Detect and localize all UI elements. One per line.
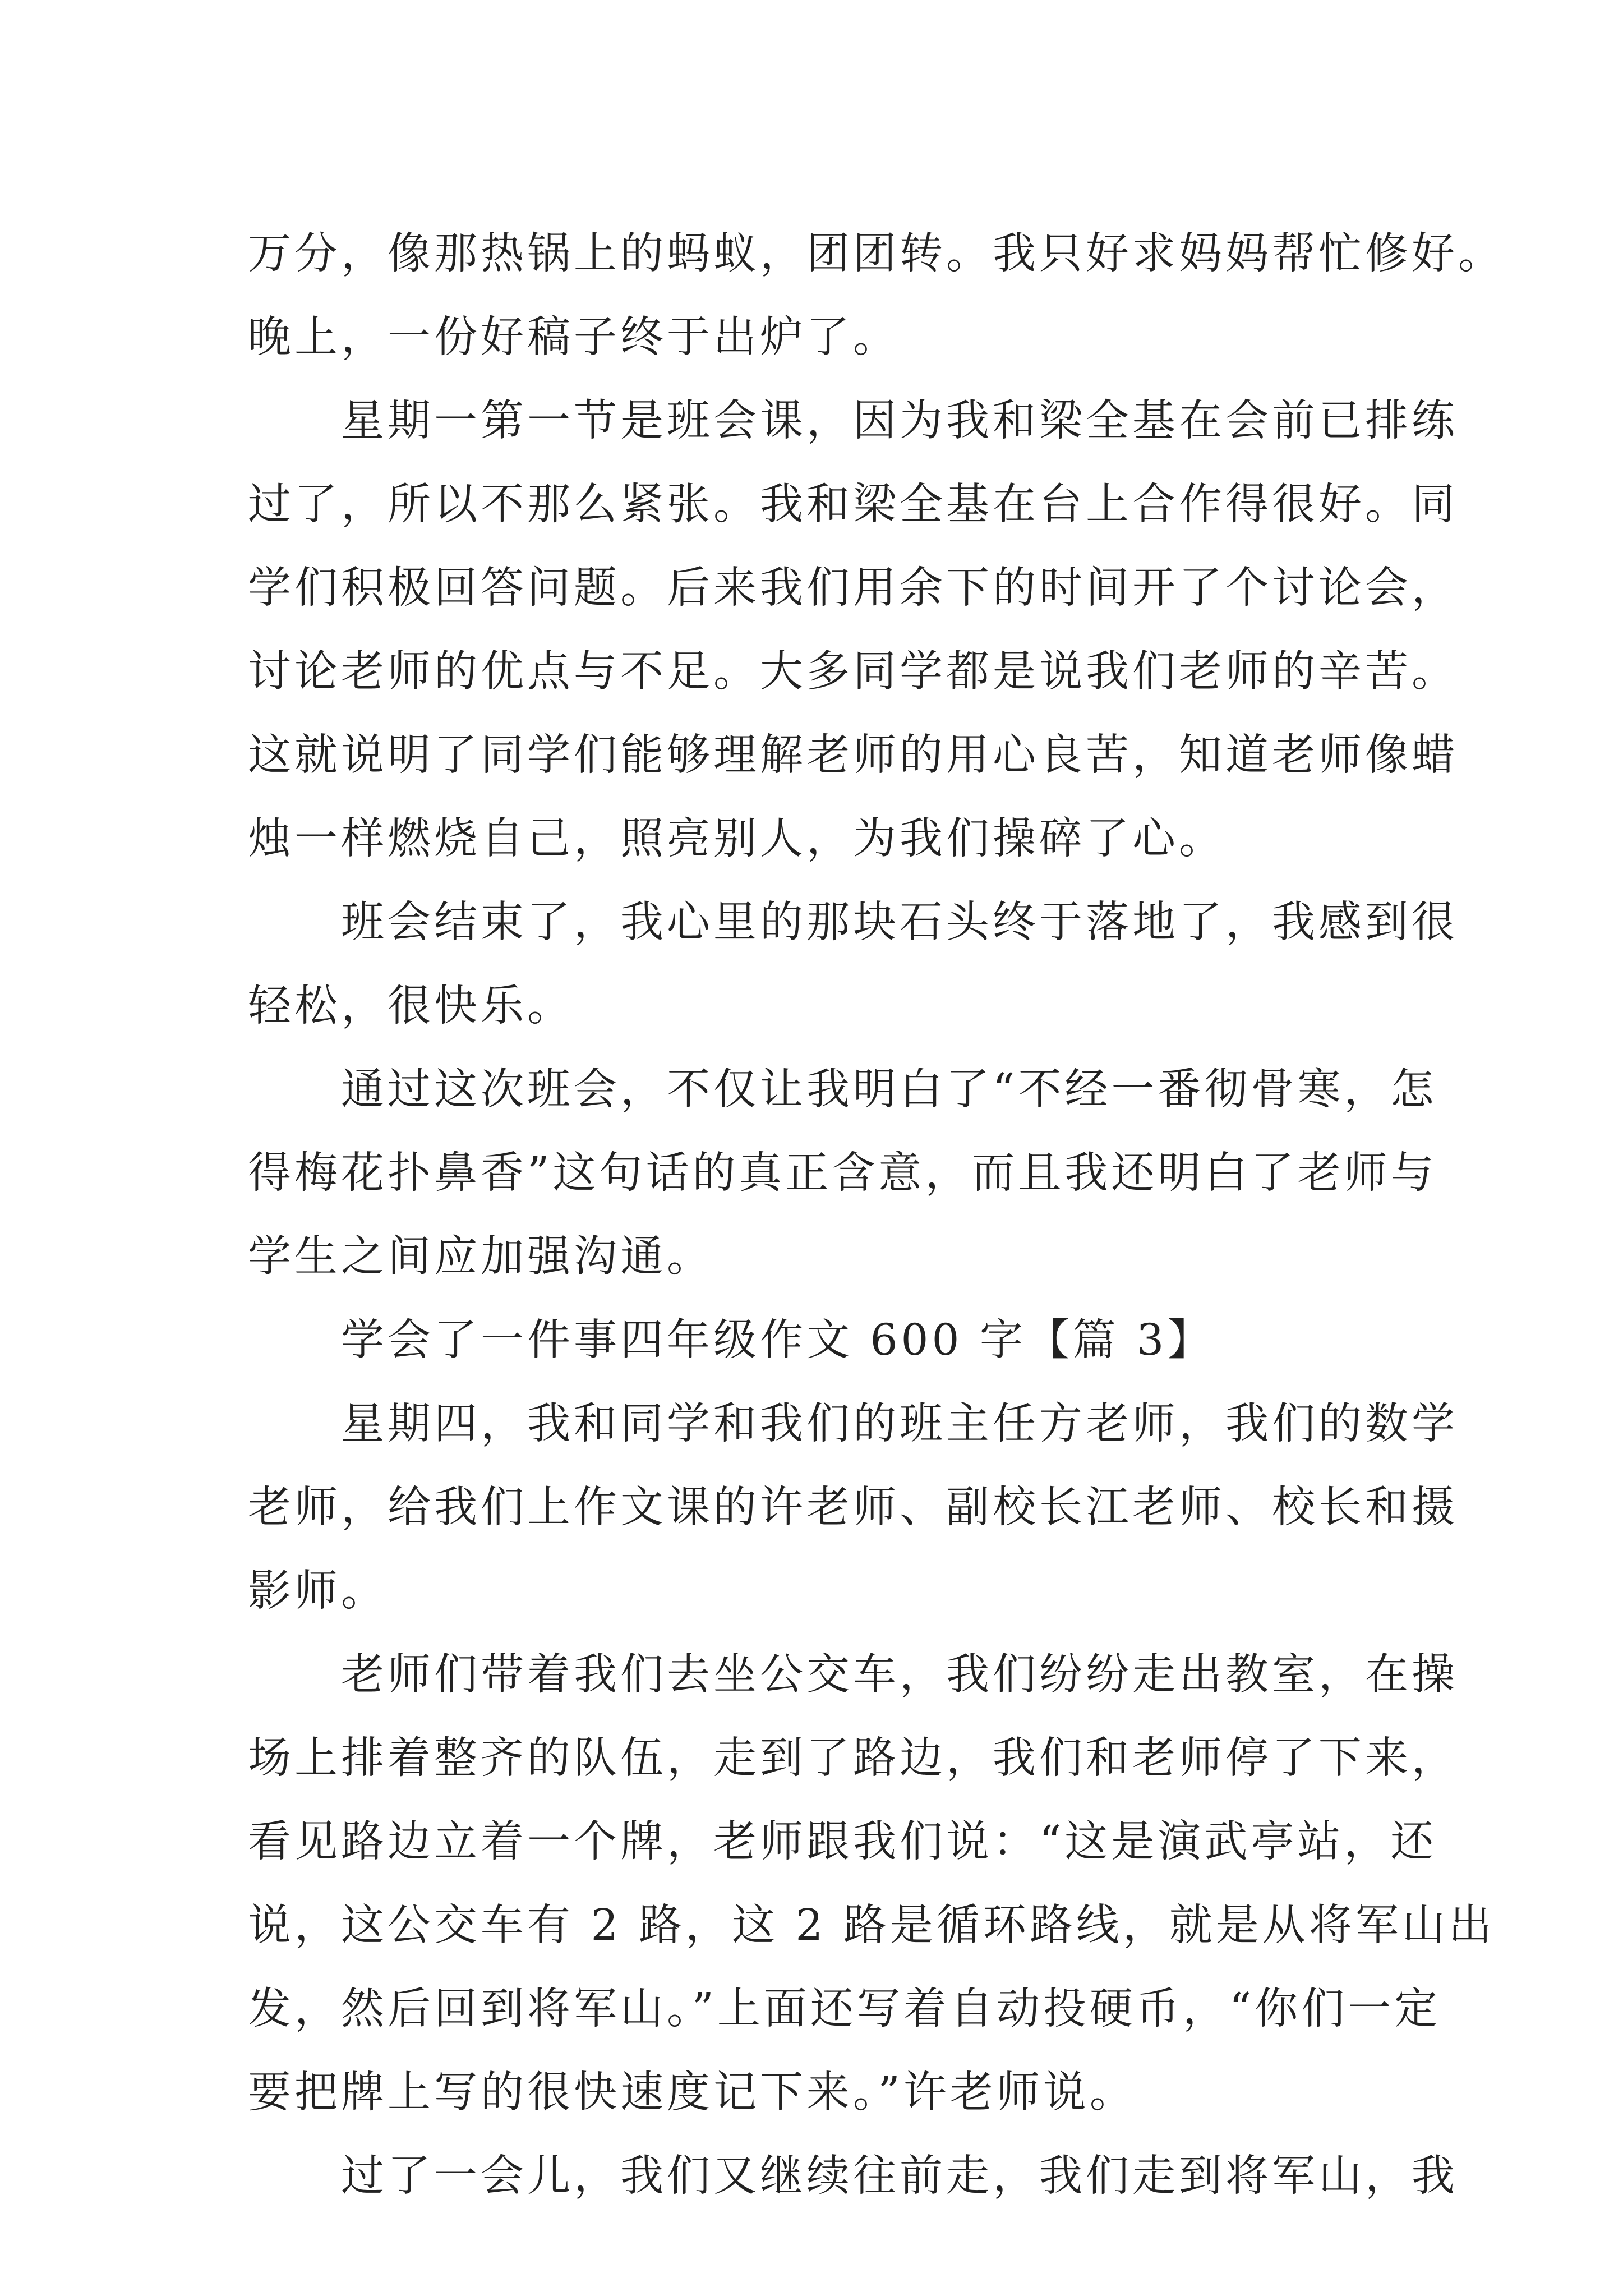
text-line: 班会结束了，我心里的那块石头终于落地了，我感到很 <box>341 898 1458 947</box>
paragraph-3 <box>248 881 1458 1048</box>
text-line: 看见路边立着一个牌，老师跟我们说：“这是演武亭站，还 <box>248 1817 1437 1867</box>
text-line: 轻松，很快乐。 <box>248 981 574 1031</box>
paragraph-4 <box>248 1048 1437 1299</box>
paragraph-6 <box>248 1382 1458 1633</box>
text-line: 过了一会儿，我们又继续往前走，我们走到将军山，我 <box>341 2151 1458 2201</box>
section-heading <box>248 1299 1392 1382</box>
text-line: 晚上，一份好稿子终于出炉了。 <box>248 312 900 362</box>
text-line: 万分，像那热锅上的蚂蚁，团团转。我只好求妈妈帮忙修好。 <box>248 229 1505 279</box>
text-line: 要把牌上写的很快速度记下来。”许老师说。 <box>248 2068 1136 2118</box>
text-line: 说，这公交车有 2 路，这 2 路是循环路线，就是从将军山出 <box>248 1901 1495 1950</box>
text-line: 老师们带着我们去坐公交车，我们纷纷走出教室，在操 <box>341 1650 1458 1700</box>
text-line: 烛一样燃烧自己，照亮别人，为我们操碎了心。 <box>248 814 1225 864</box>
paragraph-8 <box>248 2134 1458 2218</box>
text-line: 过了，所以不那么紧张。我和梁全基在台上合作得很好。同 <box>248 480 1458 530</box>
text-line: 星期四，我和同学和我们的班主任方老师，我们的数学 <box>341 1399 1458 1449</box>
text-line: 这就说明了同学们能够理解老师的用心良苦，知道老师像蜡 <box>248 730 1458 780</box>
text-line: 发，然后回到将军山。”上面还写着自动投硬币，“你们一定 <box>248 1984 1441 2034</box>
text-line: 通过这次班会，不仅让我明白了“不经一番彻骨寒，怎 <box>341 1065 1437 1115</box>
paragraph-7 <box>248 1633 1495 2134</box>
text-line: 场上排着整齐的队伍，走到了路边，我们和老师停了下来， <box>248 1733 1458 1783</box>
text-line: 影师。 <box>248 1566 388 1616</box>
text-line: 老师，给我们上作文课的许老师、副校长江老师、校长和摄 <box>248 1483 1458 1533</box>
text-line: 星期一第一节是班会课，因为我和梁全基在会前已排练 <box>341 396 1458 446</box>
document-body <box>248 212 1505 2218</box>
text-line: 讨论老师的优点与不足。大多同学都是说我们老师的辛苦。 <box>248 647 1458 697</box>
text-line: 学生之间应加强沟通。 <box>248 1232 713 1282</box>
text-line: 得梅花扑鼻香”这句话的真正含意，而且我还明白了老师与 <box>248 1148 1437 1198</box>
paragraph-1 <box>248 212 1505 379</box>
paragraph-2 <box>248 379 1458 881</box>
text-line: 学们积极回答问题。后来我们用余下的时间开了个讨论会， <box>248 563 1458 613</box>
heading-text: 学会了一件事四年级作文 600 字【篇 3】 <box>341 1315 1214 1365</box>
